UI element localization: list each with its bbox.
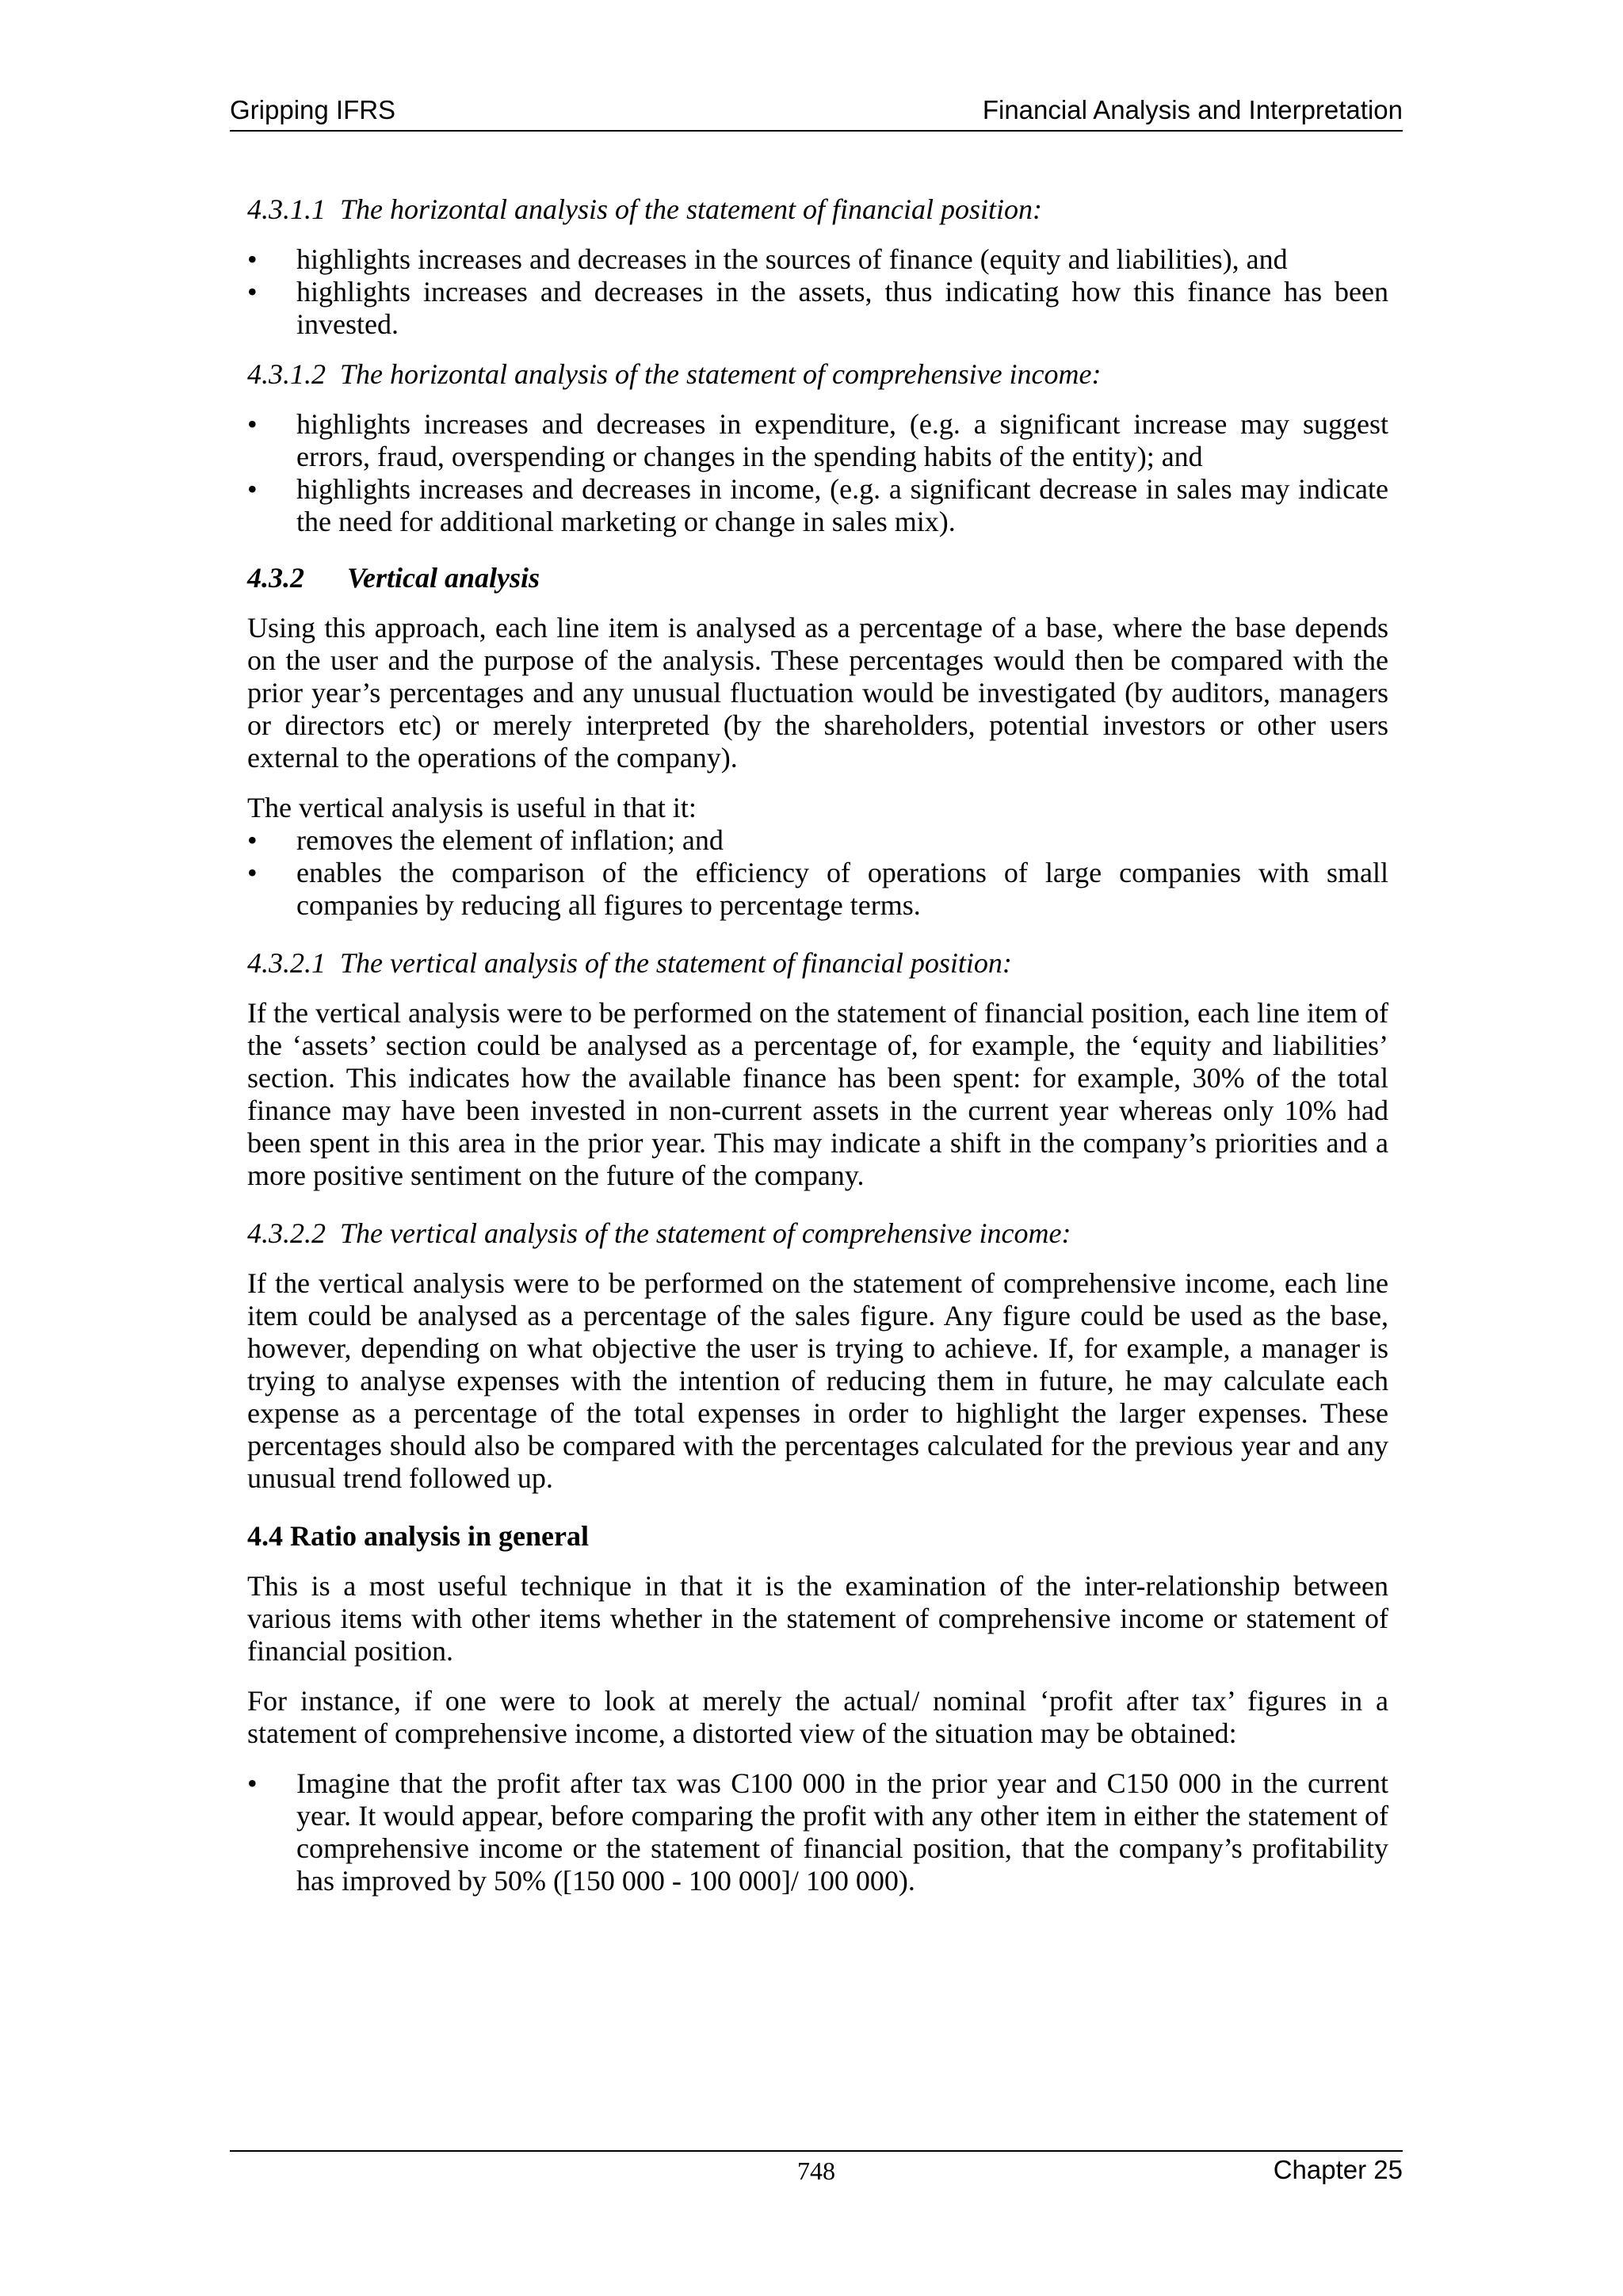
- list-item: • highlights increases and decreases in expenditure, (e.g. a significant increase may suggest errors, fraud, overspending or changes in the spending habits of the entity); and: [247, 408, 1388, 473]
- heading-number: 4.3.2.1: [247, 947, 326, 979]
- page-footer: [230, 2150, 1403, 2191]
- bullet-list-4-3-1-1: [247, 243, 1388, 341]
- heading-4-3-2-1: [247, 947, 1388, 980]
- bullet-list-4-3-2: [247, 824, 1388, 922]
- heading-text: The vertical analysis of the statement of comprehensive income:: [340, 1217, 1071, 1249]
- header-chapter-title: Financial Analysis and Interpretation: [982, 95, 1403, 124]
- heading-4-3-1-1: [247, 193, 1388, 226]
- heading-text: The horizontal analysis of the statement of financial position:: [340, 193, 1042, 225]
- list-item: • Imagine that the profit after tax was C100 000 in the prior year and C150 000 in the current year. It would appear, before comparing the profit with any other item in either the statement of comprehensive income or the statement of financial position, that the company’s profitability has improved by 50% ([150 000 - 100 000]/ 100 000).: [247, 1767, 1388, 1897]
- footer-chapter: Chapter 25: [1273, 2155, 1403, 2184]
- list-item: • highlights increases and decreases in the sources of finance (equity and liabilities), and: [247, 243, 1388, 276]
- list-item: • highlights increases and decreases in income, (e.g. a significant decrease in sales may indicate the need for additional marketing or change in sales mix).: [247, 473, 1388, 538]
- list-item: • removes the element of inflation; and: [247, 824, 1388, 857]
- heading-text: The vertical analysis of the statement of financial position:: [340, 947, 1012, 979]
- heading-number: 4.3.2: [247, 562, 304, 594]
- paragraph-4-3-2-2: If the vertical analysis were to be performed on the statement of comprehensive income, each line item could be analysed as a percentage of the sales figure. Any figure could be used as the base, however, depending on what objective the user is trying to achieve. If, for example, a manager is trying to analyse expenses with the intention of reducing them in future, he may calculate each expense as a percentage of the total expenses in order to highlight the larger expenses. These percentages should also be compared with the percentages calculated for the previous year and any unusual trend followed up.: [247, 1267, 1388, 1494]
- paragraph-4-3-2-1: If the vertical analysis were to be performed on the statement of financial position, each line item of the ‘assets’ section could be analysed as a percentage of, for example, the ‘equity and liabilities’ section. This indicates how the available finance has been spent: for example, 30% of the total finance may have been invested in non-current assets in the current year whereas only 10% had been spent in this area in the prior year. This may indicate a shift in the company’s priorities and a more positive sentiment on the future of the company.: [247, 997, 1388, 1191]
- heading-4-3-2-2: [247, 1217, 1388, 1250]
- bullet-list-4-3-1-2: [247, 408, 1388, 538]
- heading-number: 4.3.2.2: [247, 1217, 326, 1249]
- header-book-title: Gripping IFRS: [230, 95, 396, 124]
- page-header: [230, 94, 1403, 132]
- list-item: • highlights increases and decreases in the assets, thus indicating how this finance has been invested.: [247, 276, 1388, 341]
- heading-number: 4.3.1.1: [247, 193, 326, 225]
- heading-text: The horizontal analysis of the statement of comprehensive income:: [340, 358, 1102, 390]
- paragraph-ratio-analysis-1: This is a most useful technique in that it is the examination of the inter-relationship between various items with other items whether in the statement of comprehensive income or statement of financial position.: [247, 1570, 1388, 1667]
- page-number: 748: [797, 2157, 835, 2185]
- heading-4-3-2: [247, 562, 1388, 594]
- bullet-list-4-4: [247, 1767, 1388, 1897]
- list-item: • enables the comparison of the efficiency of operations of large companies with small companies by reducing all figures to percentage terms.: [247, 857, 1388, 922]
- heading-4-3-1-2: [247, 358, 1388, 391]
- paragraph-ratio-analysis-2: For instance, if one were to look at merely the actual/ nominal ‘profit after tax’ figures in a statement of comprehensive income, a distorted view of the situation may be obtained:: [247, 1685, 1388, 1749]
- page-body: [247, 193, 1388, 1915]
- paragraph-vertical-analysis: Using this approach, each line item is analysed as a percentage of a base, where the base depends on the user and the purpose of the analysis. These percentages would then be compared with the prior year’s percentages and any unusual fluctuation would be investigated (by auditors, managers or directors etc) or merely interpreted (by the shareholders, potential investors or other users external to the operations of the company).: [247, 612, 1388, 774]
- paragraph-vertical-intro: The vertical analysis is useful in that it:: [247, 792, 697, 823]
- heading-number: 4.3.1.2: [247, 358, 326, 390]
- heading-4-4: 4.4 Ratio analysis in general: [247, 1520, 590, 1552]
- heading-text: Vertical analysis: [347, 562, 540, 594]
